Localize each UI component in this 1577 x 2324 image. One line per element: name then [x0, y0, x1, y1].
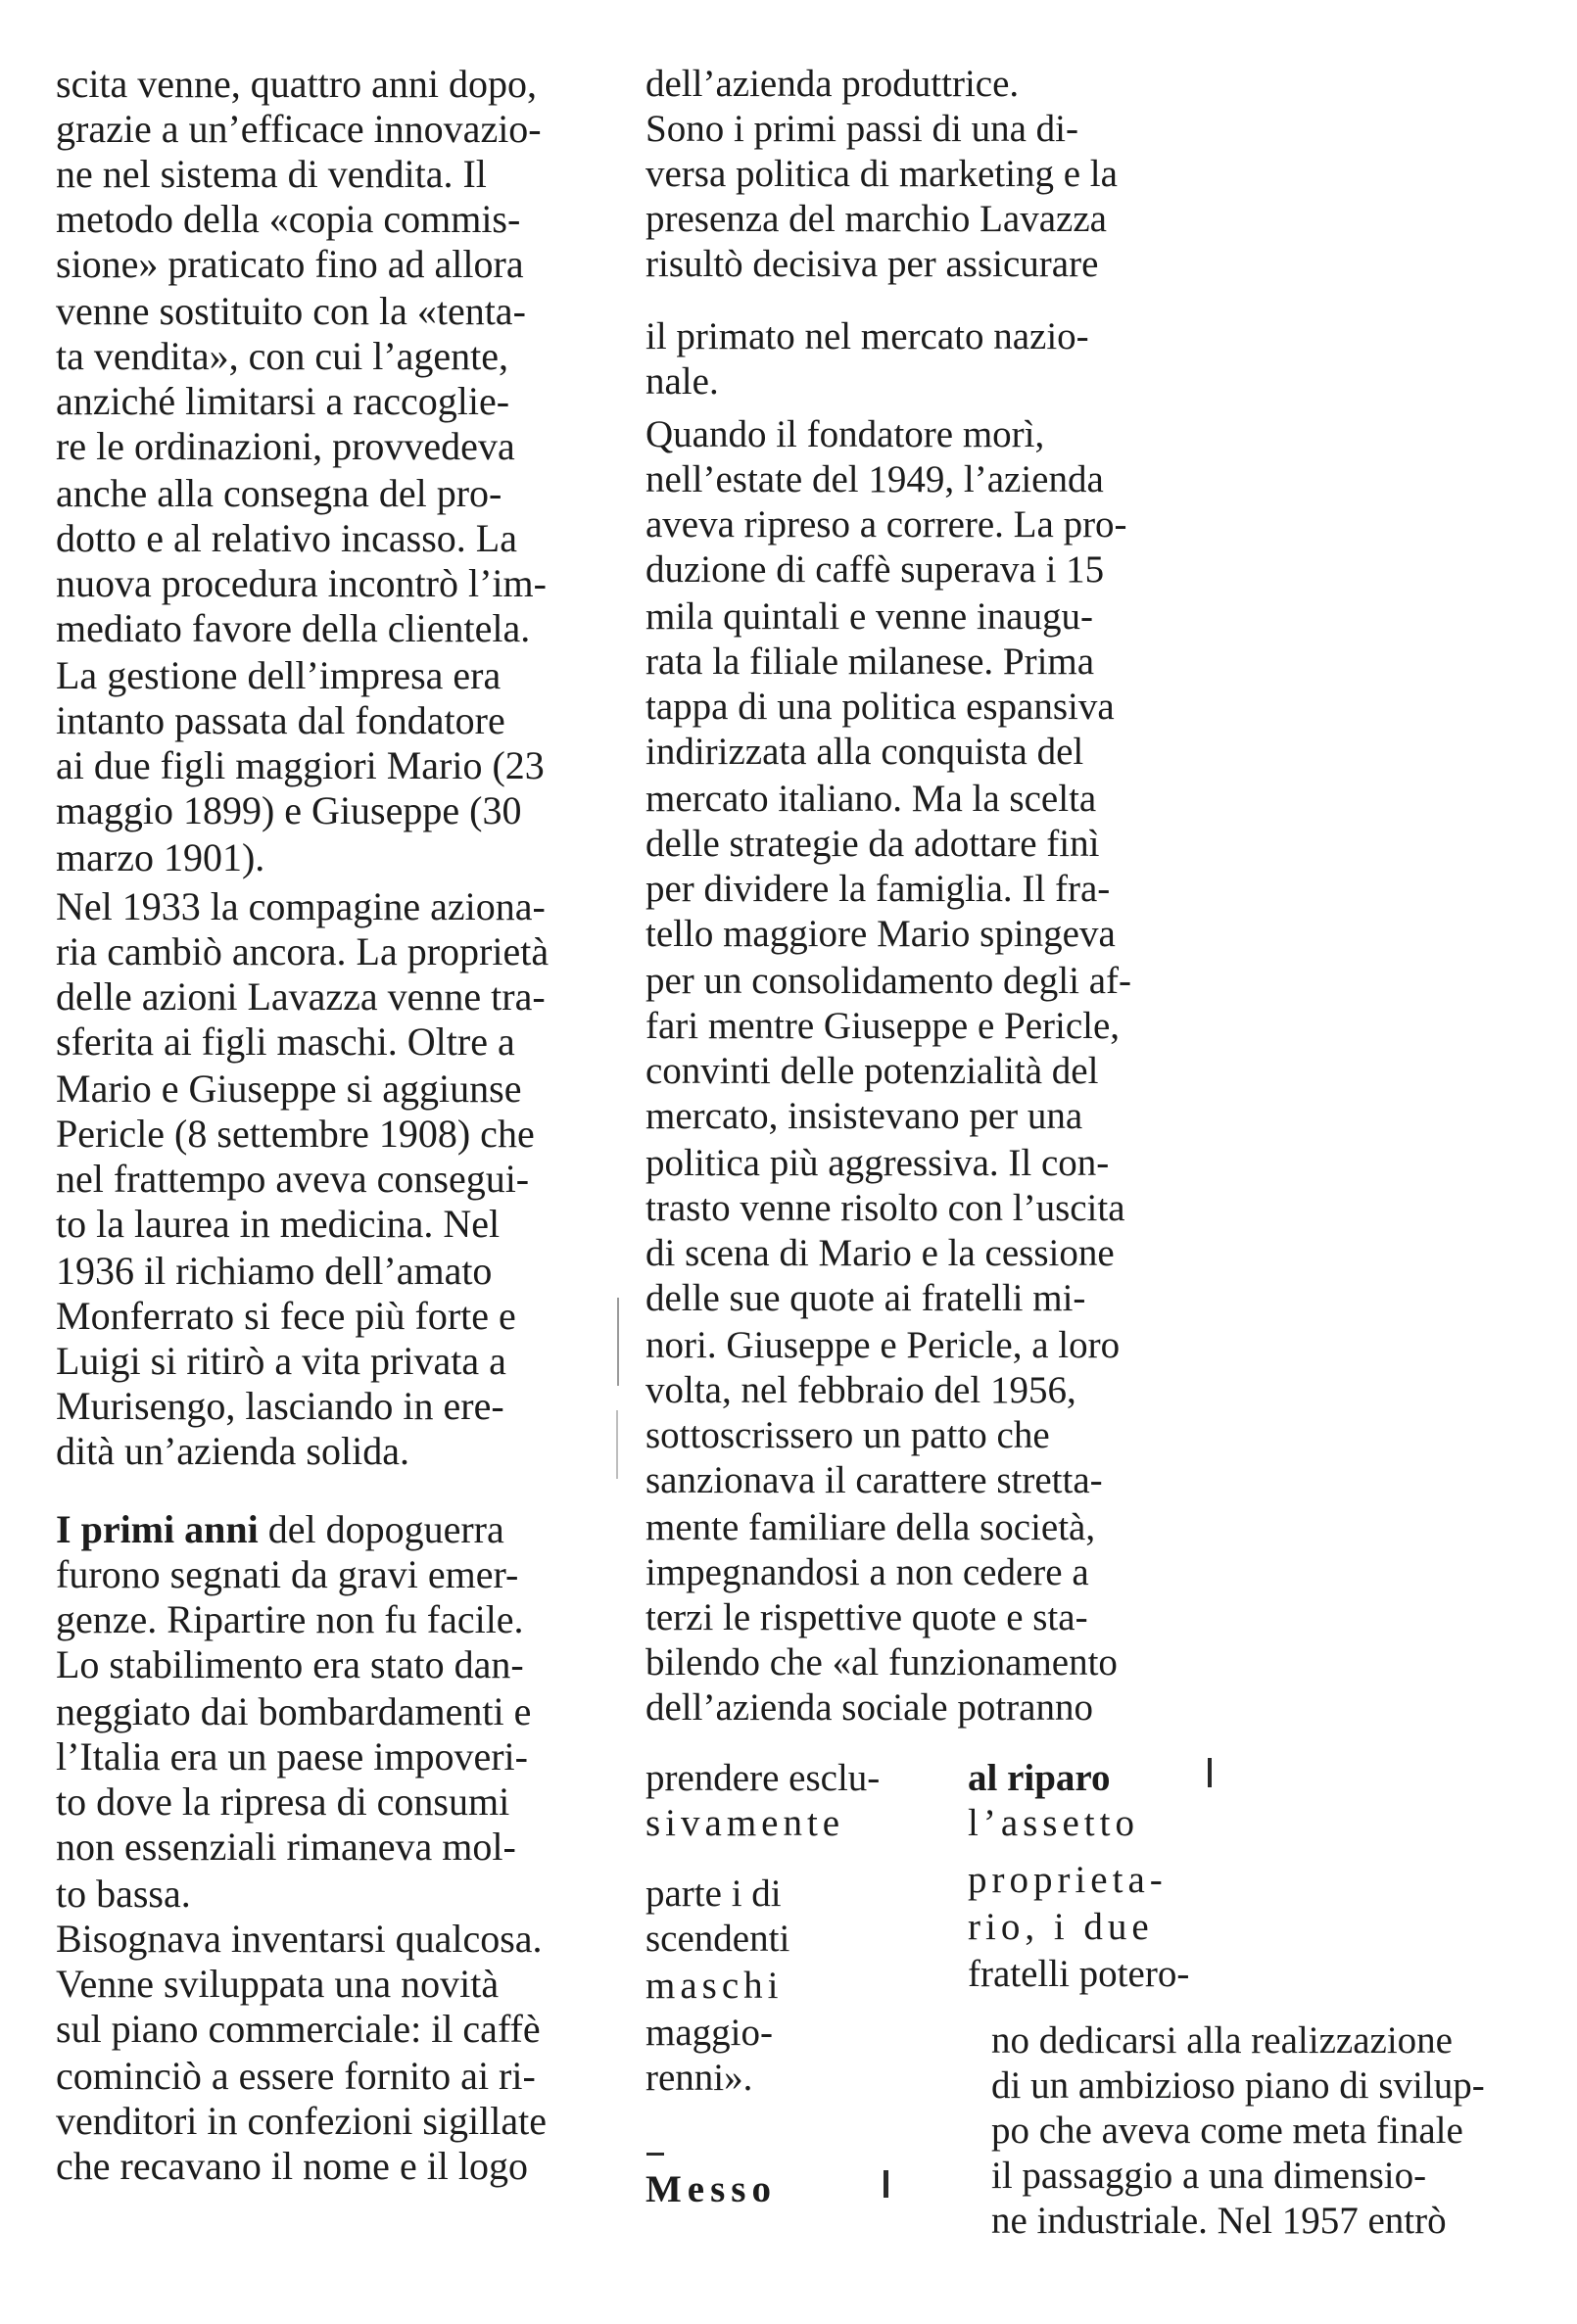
text-line: re le ordinazioni, provvedeva — [56, 424, 515, 468]
text-line: intanto passata dal fondatore — [56, 698, 505, 742]
text-column-3 — [991, 2018, 1569, 2273]
text-line: anche alla consegna del pro- — [56, 471, 502, 515]
text-line: di scena di Mario e la cessione — [645, 1232, 1115, 1274]
text-line: dità un’azienda solida. — [56, 1429, 409, 1473]
subheading-line — [56, 1507, 504, 1552]
text-line: po che aveva come meta finale — [991, 2110, 1463, 2152]
text-line: rio, i due — [968, 1906, 1154, 1948]
text-fragment-column-b — [968, 1756, 1222, 2011]
text-column-2 — [645, 62, 1214, 1727]
text-line: sanzionava il carattere stretta- — [645, 1459, 1103, 1501]
text-line: delle strategie da adottare finì — [645, 823, 1100, 865]
text-line: renni». — [645, 2057, 753, 2099]
text-line: fari mentre Giuseppe e Pericle, — [645, 1005, 1121, 1047]
text-line: sul piano commerciale: il caffè — [56, 2007, 541, 2051]
text-line: to dove la ripresa di consumi — [56, 1779, 510, 1824]
text-line: l’Italia era un paese impoveri- — [56, 1734, 528, 1779]
text-line: Quando il fondatore morì, — [645, 413, 1045, 455]
text-line: ria cambiò ancora. La proprietà — [56, 929, 550, 973]
text-line: Murisengo, lasciando in ere- — [56, 1384, 504, 1428]
scan-artifact-mark — [616, 1410, 618, 1479]
text-line: convinti delle potenzialità del — [645, 1050, 1099, 1092]
text-line: al riparo — [968, 1757, 1111, 1799]
subheading-lead: I primi anni — [56, 1507, 259, 1551]
text-line: risultò decisiva per assicurare — [645, 243, 1099, 285]
text-line: nuova procedura incontrò l’im- — [56, 561, 547, 605]
text-line: rata la filiale milanese. Prima — [645, 640, 1095, 683]
text-line: Luigi si ritirò a vita privata a — [56, 1339, 506, 1383]
text-line: per un consolidamento degli af- — [645, 960, 1132, 1002]
text-line: che recavano il nome e il logo — [56, 2144, 529, 2188]
text-line: il passaggio a una dimensio- — [991, 2155, 1427, 2197]
text-line: neggiato dai bombardamenti e — [56, 1689, 532, 1733]
text-line: Monferrato si fece più forte e — [56, 1294, 516, 1338]
text-line: no dedicarsi alla realizzazione — [991, 2019, 1453, 2062]
text-line: Mario e Giuseppe si aggiunse — [56, 1067, 522, 1111]
scan-artifact-mark — [617, 1298, 619, 1386]
text-line: cominciò a essere fornito ai ri- — [56, 2054, 536, 2098]
text-line: l’assetto — [968, 1802, 1139, 1844]
text-line: sferita ai figli maschi. Oltre a — [56, 1020, 515, 1064]
text-fragment-column-a — [645, 1756, 939, 2226]
text-line: nel frattempo aveva consegui- — [56, 1157, 530, 1201]
text-line: proprieta- — [968, 1859, 1168, 1901]
text-line: bilendo che «al funzionamento — [645, 1641, 1118, 1684]
text-line: metodo della «copia commis- — [56, 197, 521, 241]
subheading-rest: del dopoguerra — [267, 1507, 504, 1551]
text-line: ta vendita», con cui l’agente, — [56, 334, 509, 378]
text-line: dell’azienda produttrice. — [645, 63, 1020, 105]
scan-artifact-mark — [646, 2153, 664, 2156]
text-line: impegnandosi a non cedere a — [645, 1551, 1089, 1593]
text-line: tappa di una politica espansiva — [645, 686, 1115, 728]
scan-artifact-mark — [884, 2170, 888, 2198]
scan-artifact-mark — [1208, 1758, 1212, 1787]
text-line: La gestione dell’impresa era — [56, 653, 502, 697]
text-line: marzo 1901). — [56, 835, 265, 879]
text-line: per dividere la famiglia. Il fra- — [645, 868, 1111, 910]
text-line: mila quintali e venne inaugu- — [645, 595, 1094, 638]
text-line: sottoscrissero un patto che — [645, 1414, 1050, 1456]
text-line: Nel 1933 la compagine aziona- — [56, 884, 546, 928]
text-line: sivamente — [645, 1802, 845, 1844]
text-line: prendere esclu- — [645, 1757, 881, 1799]
text-column-1 — [56, 62, 604, 2236]
text-line: versa politica di marketing e la — [645, 153, 1118, 195]
text-line: tello maggiore Mario spingeva — [645, 913, 1116, 955]
text-line: aveva ripreso a correre. La pro- — [645, 503, 1127, 545]
text-line: nale. — [645, 360, 719, 403]
text-line: sione» praticato fino ad allora — [56, 242, 524, 286]
text-line: Lo stabilimento era stato dan- — [56, 1642, 524, 1686]
text-line: presenza del marchio Lavazza — [645, 198, 1107, 240]
text-line: duzione di caffè superava i 15 — [645, 548, 1105, 591]
text-line: anziché limitarsi a raccoglie- — [56, 379, 510, 423]
text-line: mediato favore della clientela. — [56, 606, 531, 650]
text-line: ne nel sistema di vendita. Il — [56, 152, 487, 196]
text-line: Messo — [645, 2168, 777, 2210]
text-line: maggio 1899) e Giuseppe (30 — [56, 788, 522, 832]
text-line: grazie a un’efficace innovazio- — [56, 107, 542, 151]
text-line: scita venne, quattro anni dopo, — [56, 62, 537, 106]
text-line: 1936 il richiamo dell’amato — [56, 1249, 493, 1293]
text-line: di un ambizioso piano di svilup- — [991, 2064, 1485, 2107]
text-line: volta, nel febbraio del 1956, — [645, 1369, 1076, 1411]
text-line: scendenti — [645, 1918, 790, 1960]
text-line: delle azioni Lavazza venne tra- — [56, 974, 546, 1019]
text-line: Venne sviluppata una novità — [56, 1962, 500, 2006]
text-line: non essenziali rimaneva mol- — [56, 1825, 516, 1869]
text-line: nori. Giuseppe e Pericle, a loro — [645, 1324, 1121, 1366]
text-line: nell’estate del 1949, l’azienda — [645, 458, 1104, 500]
text-line: mercato, insistevano per una — [645, 1095, 1083, 1137]
text-line: Bisognava inventarsi qualcosa. — [56, 1917, 543, 1961]
text-line: furono segnati da gravi emer- — [56, 1552, 519, 1596]
text-line: maschi — [645, 1965, 784, 2007]
text-line: terzi le rispettive quote e sta- — [645, 1596, 1088, 1638]
text-line: mente familiare della società, — [645, 1506, 1096, 1548]
text-line: Pericle (8 settembre 1908) che — [56, 1112, 535, 1156]
text-line: venne sostituito con la «tenta- — [56, 289, 526, 333]
text-line: parte i di — [645, 1873, 782, 1915]
text-line: mercato italiano. Ma la scelta — [645, 778, 1097, 820]
text-line: Sono i primi passi di una di- — [645, 108, 1078, 150]
text-line: dotto e al relativo incasso. La — [56, 516, 517, 560]
text-line: delle sue quote ai fratelli mi- — [645, 1277, 1086, 1319]
text-line: fratelli potero- — [968, 1953, 1190, 1995]
text-line: trasto venne risolto con l’uscita — [645, 1187, 1125, 1229]
text-line: ai due figli maggiori Mario (23 — [56, 743, 545, 787]
text-line: to bassa. — [56, 1872, 191, 1916]
text-line: venditori in confezioni sigillate — [56, 2099, 547, 2143]
text-line: indirizzata alla conquista del — [645, 731, 1084, 773]
text-line: to la laurea in medicina. Nel — [56, 1202, 501, 1246]
text-line: genze. Ripartire non fu facile. — [56, 1597, 524, 1641]
text-line: politica più aggressiva. Il con- — [645, 1142, 1110, 1184]
text-line: dell’azienda sociale potranno — [645, 1686, 1093, 1729]
text-line: maggio- — [645, 2012, 773, 2054]
text-line: ne industriale. Nel 1957 entrò — [991, 2200, 1447, 2242]
text-line: il primato nel mercato nazio- — [645, 315, 1089, 357]
